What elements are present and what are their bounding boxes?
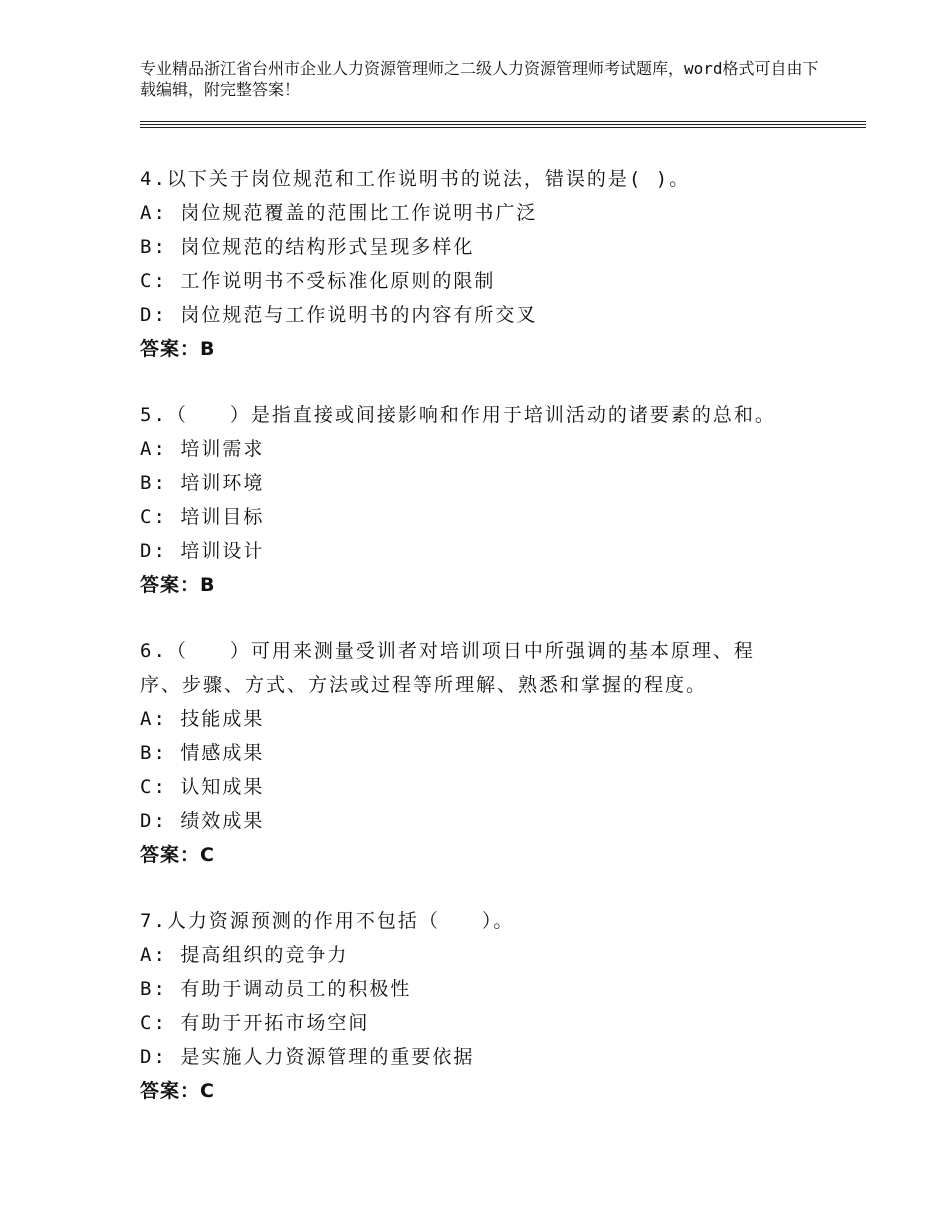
option-b: B: 有助于调动员工的积极性	[140, 978, 412, 1000]
option-d: D: 岗位规范与工作说明书的内容有所交叉	[140, 304, 538, 326]
answer: 答案：C	[140, 844, 215, 866]
answer: 答案：B	[140, 574, 216, 596]
option-b: B: 情感成果	[140, 742, 265, 764]
option-c: C: 工作说明书不受标准化原则的限制	[140, 270, 496, 292]
option-d: D: 是实施人力资源管理的重要依据	[140, 1046, 475, 1068]
question-6	[140, 634, 840, 872]
question-7	[140, 904, 840, 1108]
header-divider-2	[140, 124, 866, 125]
option-a: A: 技能成果	[140, 708, 265, 730]
question-stem: 4.以下关于岗位规范和工作说明书的说法，错误的是( )。	[140, 168, 691, 190]
option-c: C: 培训目标	[140, 506, 265, 528]
answer: 答案：B	[140, 338, 216, 360]
answer: 答案：C	[140, 1080, 215, 1102]
question-stem: 7.人力资源预测的作用不包括（ ）。	[140, 910, 515, 932]
option-c: C: 认知成果	[140, 776, 265, 798]
question-list	[140, 162, 840, 1140]
document-header: 专业精品浙江省台州市企业人力资源管理师之二级人力资源管理师考试题库，word格式可自由下载编辑，附完整答案！	[140, 59, 819, 99]
option-a: A: 提高组织的竞争力	[140, 944, 349, 966]
header-divider-1	[140, 121, 866, 122]
option-b: B: 岗位规范的结构形式呈现多样化	[140, 236, 475, 258]
question-stem: 6.（ ）可用来测量受训者对培训项日中所强调的基本原理、程序、步骤、方式、方法或过程等所理解、熟悉和掌握的程度。	[140, 640, 755, 696]
question-5	[140, 398, 840, 602]
header-divider-3	[140, 127, 866, 128]
option-a: A: 岗位规范覆盖的范围比工作说明书广泛	[140, 202, 538, 224]
option-d: D: 绩效成果	[140, 810, 265, 832]
option-a: A: 培训需求	[140, 438, 265, 460]
option-c: C: 有助于开拓市场空间	[140, 1012, 370, 1034]
question-stem: 5.（ ）是指直接或间接影响和作用于培训活动的诸要素的总和。	[140, 404, 776, 426]
option-b: B: 培训环境	[140, 472, 265, 494]
option-d: D: 培训设计	[140, 540, 265, 562]
question-4	[140, 162, 840, 366]
